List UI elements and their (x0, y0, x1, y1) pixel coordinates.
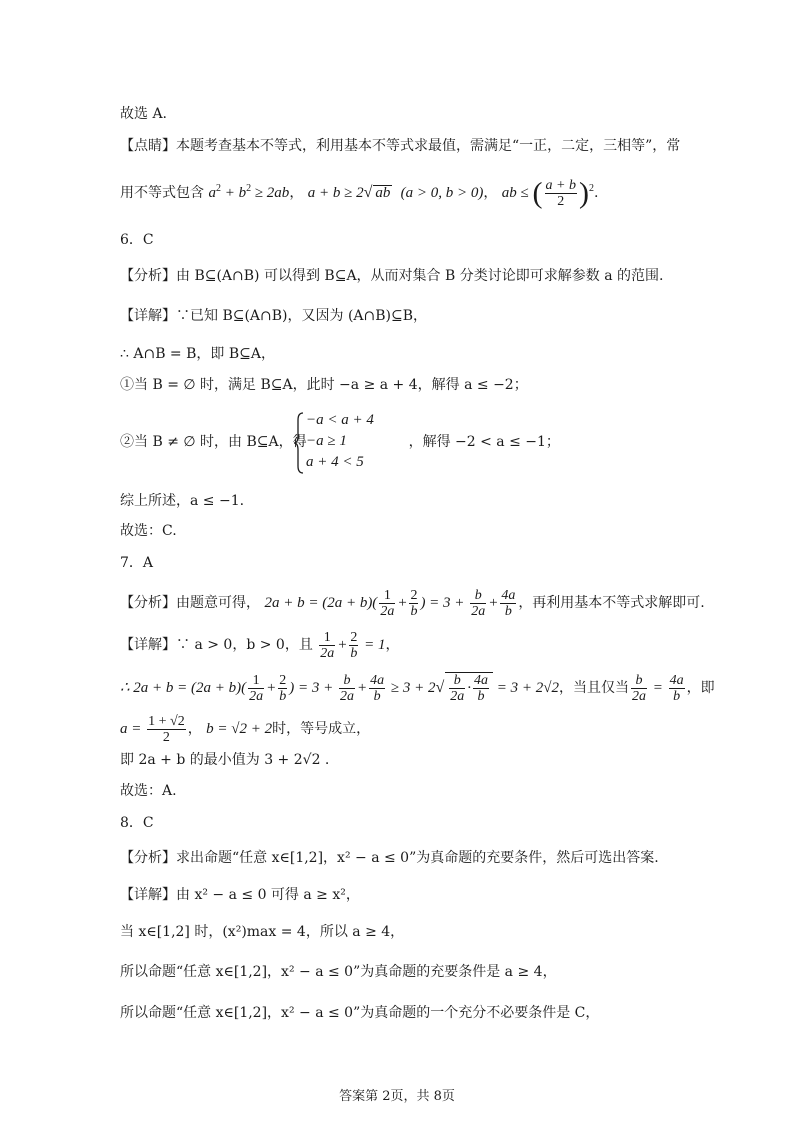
case-2-result: ，解得 −2 < a ≤ −1； (408, 434, 560, 450)
question-6-detail: 【详解】∵已知 B⊆(A∩B)，又因为 (A∩B)⊆B， (120, 308, 428, 324)
tip-line: 【点睛】本题考查基本不等式，利用基本不等式求最值，需满足“一正，二定，三相等”，常 (120, 138, 681, 154)
case-2-lead: ②当 B ≠ ∅ 时，由 B⊆A，得 (120, 434, 307, 450)
page-footer: 答案第 2页，共 8页 (339, 1089, 455, 1104)
question-6-case-1: ①当 B = ∅ 时，满足 B⊆A，此时 −a ≥ a + 4，解得 a ≤ −2； (120, 377, 528, 393)
question-8-when: 当 x∈[1,2] 时，(x²)max = 4，所以 a ≥ 4， (120, 924, 405, 940)
system-row-1: −a < a + 4 (306, 412, 374, 428)
question-6-summary: 综上所述，a ≤ −1. (120, 493, 245, 509)
q7-equality-formula: $\frac{b}{2a}$ = $\frac{4a}{b}$ (632, 673, 684, 704)
question-7-answer: 7．A (120, 555, 154, 571)
q7-derivation-formula: ∴ 2a + b = (2a + b)( $\frac{1}{2a}$ + $\frac{2}{b}$ ) = 3 + $\frac{b}{2a}$ + $\frac{4a}{b}$ ≥ 3 + 2√ $\frac{b}{2a}$ · $\frac{4a}{b}$ = 3 + 2√2 (120, 673, 560, 704)
formula-3: ab ≤ ( $\frac{a + b}{2}$ )$^2$ (501, 176, 594, 210)
question-7-analysis (120, 588, 705, 619)
q7-condition-formula: $\frac{1}{2a}$ + $\frac{2}{b}$ = 1 (320, 630, 386, 661)
question-6-choice: 故选：C. (120, 523, 177, 539)
question-7-values: a = $\frac{1 + √2}{2}$ ， b = √2 + 2时，等号成立， (120, 714, 371, 745)
formula-1: $a^2 + b^2 \ge 2ab$ (208, 182, 290, 201)
system-row-3: a + 4 < 5 (306, 454, 364, 470)
question-7-detail: 【详解】∵ a > 0，b > 0，且 $\frac{1}{2a}$ + $\frac{2}{b}$ = 1， (120, 630, 400, 661)
formula-intro: 用不等式包含 (120, 184, 204, 201)
question-6-therefore: ∴ A∩B = B，即 B⊆A， (120, 346, 275, 362)
q7-analysis-formula: 2a + b = (2a + b)( $\frac{1}{2a}$ + $\frac{2}{b}$ ) = 3 + $\frac{b}{2a}$ + $\frac{4a}{b}$ (264, 588, 516, 619)
q7-a-value: a = $\frac{1 + √2}{2}$ (120, 714, 185, 745)
conclusion-line: 故选 A. (120, 106, 168, 122)
question-8-analysis: 【分析】求出命题“任意 x∈[1,2]，x² − a ≤ 0”为真命题的充要条件，然后可选出答案. (120, 850, 659, 866)
question-8-detail: 【详解】由 x² − a ≤ 0 可得 a ≥ x²， (120, 887, 360, 903)
inequality-formulas-line: 用不等式包含 $a^2 + b^2 \ge 2ab$， a + b ≥ 2√ ab (a > 0, b > 0)， ab ≤ ( $\frac{a + b}{2}$ )$^2$. (120, 176, 599, 210)
question-7-derivation (120, 672, 715, 704)
question-7-choice: 故选：A. (120, 783, 177, 799)
q7-derivation-tail: ，当且仅当 (559, 679, 630, 696)
q7-values-tail: 时，等号成立， (272, 720, 371, 737)
question-7-minimum: 即 2a + b 的最小值为 3 + 2√2 . (120, 752, 330, 768)
question-6-analysis: 【分析】由 B⊆(A∩B) 可以得到 B⊆A，从而对集合 B 分类讨论即可求解参数 a 的范围. (120, 268, 664, 284)
q7-b-value: b = √2 + 2 (206, 720, 273, 737)
left-brace-icon (294, 412, 304, 474)
formula-2: a + b ≥ 2√ ab (307, 183, 391, 201)
q7-analysis-lead: 【分析】由题意可得， (120, 594, 260, 611)
q7-detail-lead: 【详解】∵ a > 0，b > 0，且 (120, 636, 313, 653)
question-8-necessary-sufficient: 所以命题“任意 x∈[1,2]，x² − a ≤ 0”为真命题的充要条件是 a ≥ 4， (120, 964, 557, 980)
question-8-answer: 8．C (120, 815, 154, 831)
question-6-answer: 6．C (120, 232, 154, 248)
system-row-2: −a ≥ 1 (306, 433, 347, 449)
q7-analysis-tail: ，再利用基本不等式求解即可. (518, 594, 705, 611)
formula-2-condition: (a > 0, b > 0) (396, 184, 484, 201)
question-8-sufficient-only: 所以命题“任意 x∈[1,2]，x² − a ≤ 0”为真命题的一个充分不必要条件是 C， (120, 1005, 600, 1021)
q7-derivation-end: ，即 (686, 679, 715, 696)
